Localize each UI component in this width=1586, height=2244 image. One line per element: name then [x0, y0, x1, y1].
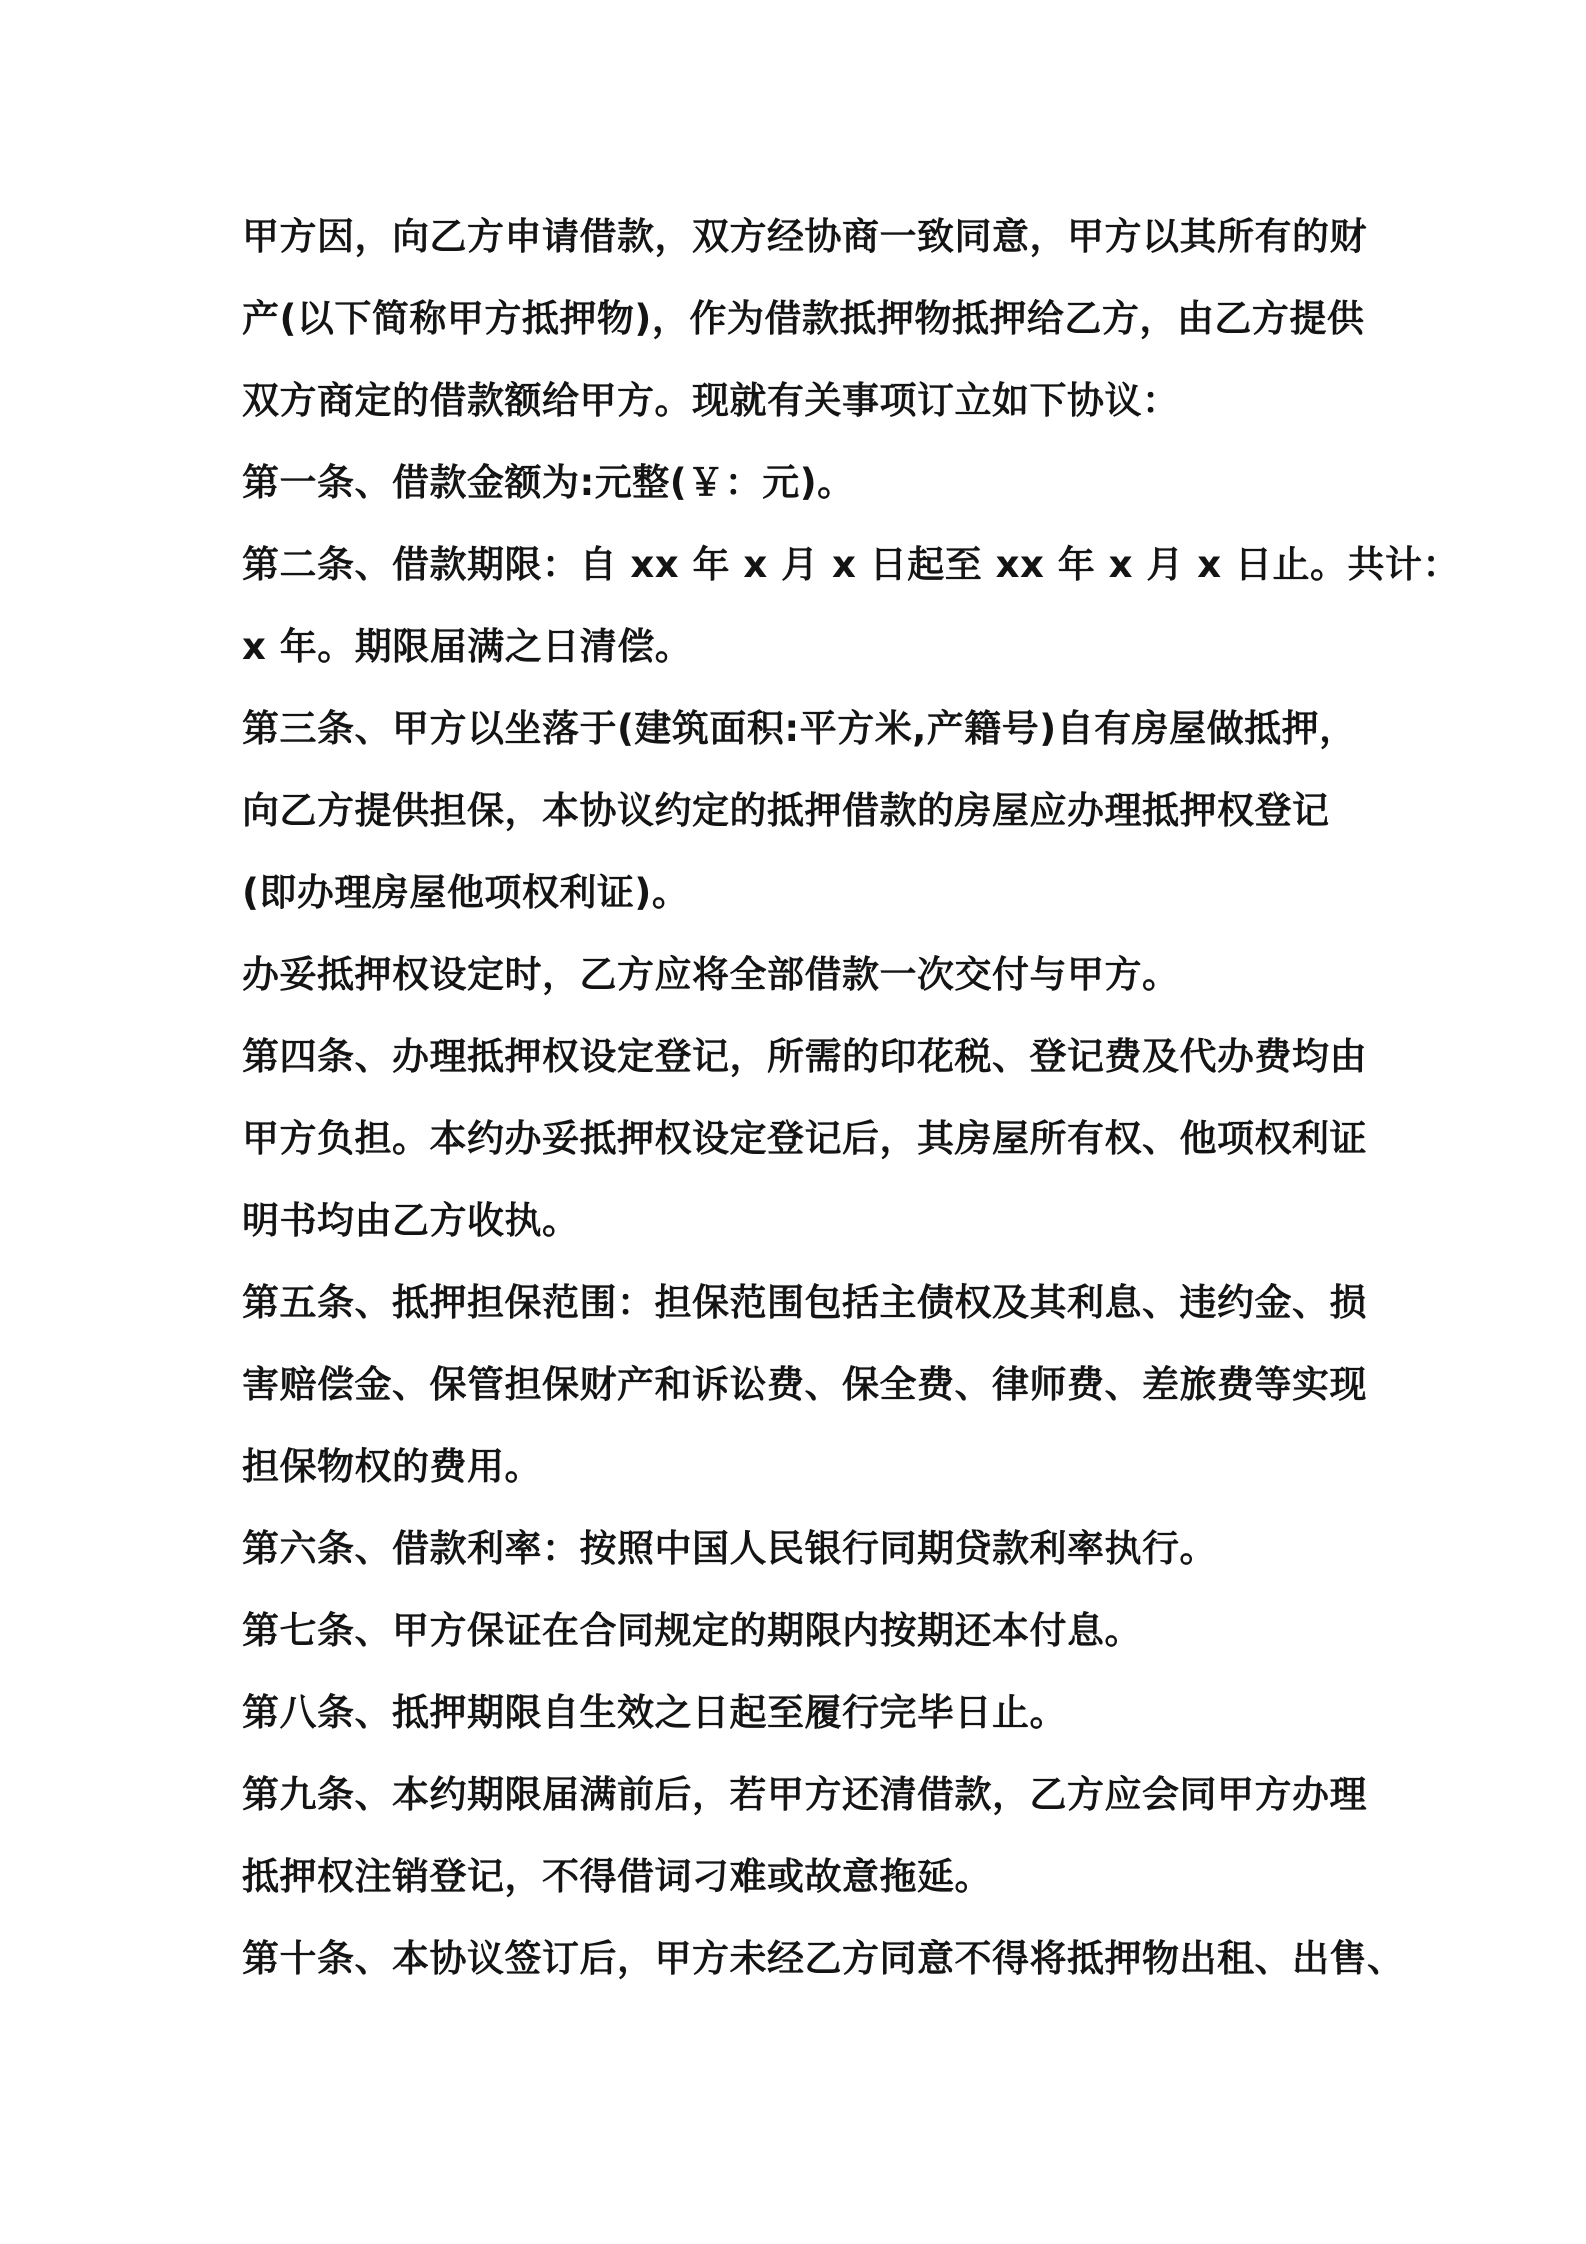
text-line: 向乙方提供担保，本协议约定的抵押借款的房屋应办理抵押权登记	[242, 789, 1330, 832]
text-line: 抵押权注销登记，不得借词刁难或故意拖延。	[242, 1855, 992, 1898]
clause-8: 第八条、抵押期限自生效之日起至履行完毕日止。	[242, 1691, 1067, 1734]
text-line: 甲方因，向乙方申请借款，双方经协商一致同意，甲方以其所有的财	[242, 215, 1367, 258]
clause-4: 第四条、办理抵押权设定登记，所需的印花税、登记费及代办费均由	[242, 1035, 1367, 1078]
contract-body	[242, 196, 1461, 2000]
clause-2: 第二条、借款期限：自 xx 年 x 月 x 日起至 xx 年 x 月 x 日止。共计：	[242, 543, 1461, 586]
clause-9: 第九条、本约期限届满前后，若甲方还清借款，乙方应会同甲方办理	[242, 1773, 1367, 1816]
text-line: 甲方负担。本约办妥抵押权设定登记后，其房屋所有权、他项权利证	[242, 1117, 1367, 1160]
text-line: x 年。期限届满之日清偿。	[242, 625, 693, 668]
text-line: (即办理房屋他项权利证)。	[242, 871, 690, 914]
clause-6: 第六条、借款利率：按照中国人民银行同期贷款利率执行。	[242, 1527, 1217, 1570]
clause-10: 第十条、本协议签订后，甲方未经乙方同意不得将抵押物出租、出售、	[242, 1937, 1405, 1980]
text-line: 明书均由乙方收执。	[242, 1199, 580, 1242]
clause-3: 第三条、甲方以坐落于(建筑面积:平方米,产籍号)自有房屋做抵押，	[242, 707, 1357, 750]
text-line: 产(以下简称甲方抵押物)，作为借款抵押物抵押给乙方，由乙方提供	[242, 297, 1365, 340]
text-line: 担保物权的费用。	[242, 1445, 542, 1488]
text-line: 双方商定的借款额给甲方。现就有关事项订立如下协议：	[242, 379, 1180, 422]
clause-7: 第七条、甲方保证在合同规定的期限内按期还本付息。	[242, 1609, 1142, 1652]
text-line: 害赔偿金、保管担保财产和诉讼费、保全费、律师费、差旅费等实现	[242, 1363, 1367, 1406]
clause-5: 第五条、抵押担保范围：担保范围包括主债权及其利息、违约金、损	[242, 1281, 1367, 1324]
text-line: 办妥抵押权设定时，乙方应将全部借款一次交付与甲方。	[242, 953, 1180, 996]
clause-1: 第一条、借款金额为:元整(￥：元)。	[242, 461, 855, 504]
